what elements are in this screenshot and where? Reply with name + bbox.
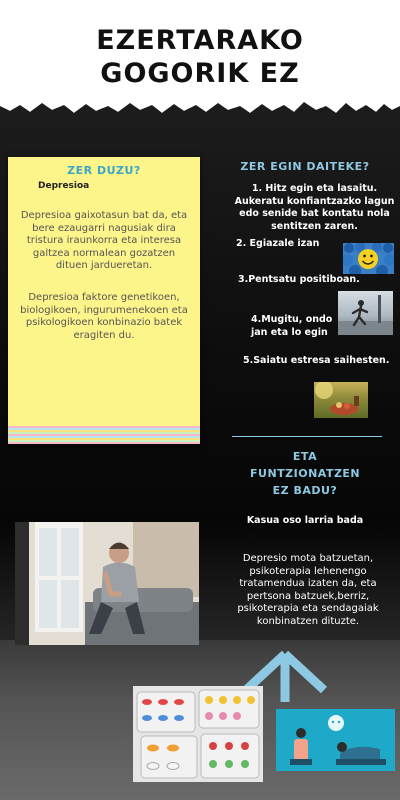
question-line-2: FUNTZIONATZEN: [250, 467, 361, 480]
note-paragraph-definition: Depresioa gaixotasun bat da, eta bere ezaugarri nagusiak dira tristura iraunkorra eta interesa galtzea normalean gozatzen dituen jardueretan.: [20, 210, 188, 271]
chair-silhouette: [15, 522, 29, 645]
step-avoid-stress: 5.Saiatu estresa saihesten.: [243, 355, 390, 366]
note-subheading: Depresioa: [38, 181, 90, 191]
step-4-line-2: jan eta lo egin: [251, 326, 328, 338]
sad-man-image: [15, 522, 199, 645]
title-line-1: EZERTARAKO: [96, 25, 304, 56]
step-positive: 3.Pentsatu positiboan.: [238, 274, 360, 285]
title-line-2: GOGORIK EZ: [100, 58, 300, 89]
severe-case-label: Kasua oso larria bada: [246, 515, 364, 526]
therapy-image: [276, 709, 395, 771]
actions-heading: ZER EGIN DAITEKE?: [240, 160, 370, 173]
question-line-1: ETA: [292, 450, 318, 463]
step-honest: 2. Egiazale izan: [236, 238, 320, 249]
note-paper-stack: [8, 426, 200, 444]
step-move-eat-sleep: [251, 314, 332, 339]
smiley-crowd-image: [343, 243, 394, 274]
section-divider: [232, 436, 382, 437]
sticky-note: [8, 157, 200, 444]
runner-image: [338, 291, 393, 335]
treatment-description: Depresio mota batzuetan, psikoterapia lehenengo tratamendua izaten da, eta pertsona batzuek,berriz, psikoterapia eta sendagaiak konbinatzen dituzte.: [237, 553, 379, 627]
page-title: [0, 24, 400, 90]
note-paragraph-causes: Depresioa faktore genetikoen, biologikoen, ingurumenekoen eta psikologikoen konbinazio batek eragiten du.: [20, 292, 188, 341]
torn-paper-edge: [0, 92, 400, 122]
fallback-question: [250, 448, 360, 499]
pills-image: [133, 686, 263, 782]
question-line-3: EZ BADU?: [272, 484, 338, 497]
step-talk: 1. Hitz egin eta lasaitu. Aukeratu konfiantzazko lagun edo senide bat kontatu nola sentitzen zaren.: [234, 183, 395, 232]
picnic-image: [314, 382, 368, 418]
step-4-line-1: 4.Mugitu, ondo: [251, 314, 333, 325]
note-heading: ZER DUZU?: [67, 164, 141, 177]
